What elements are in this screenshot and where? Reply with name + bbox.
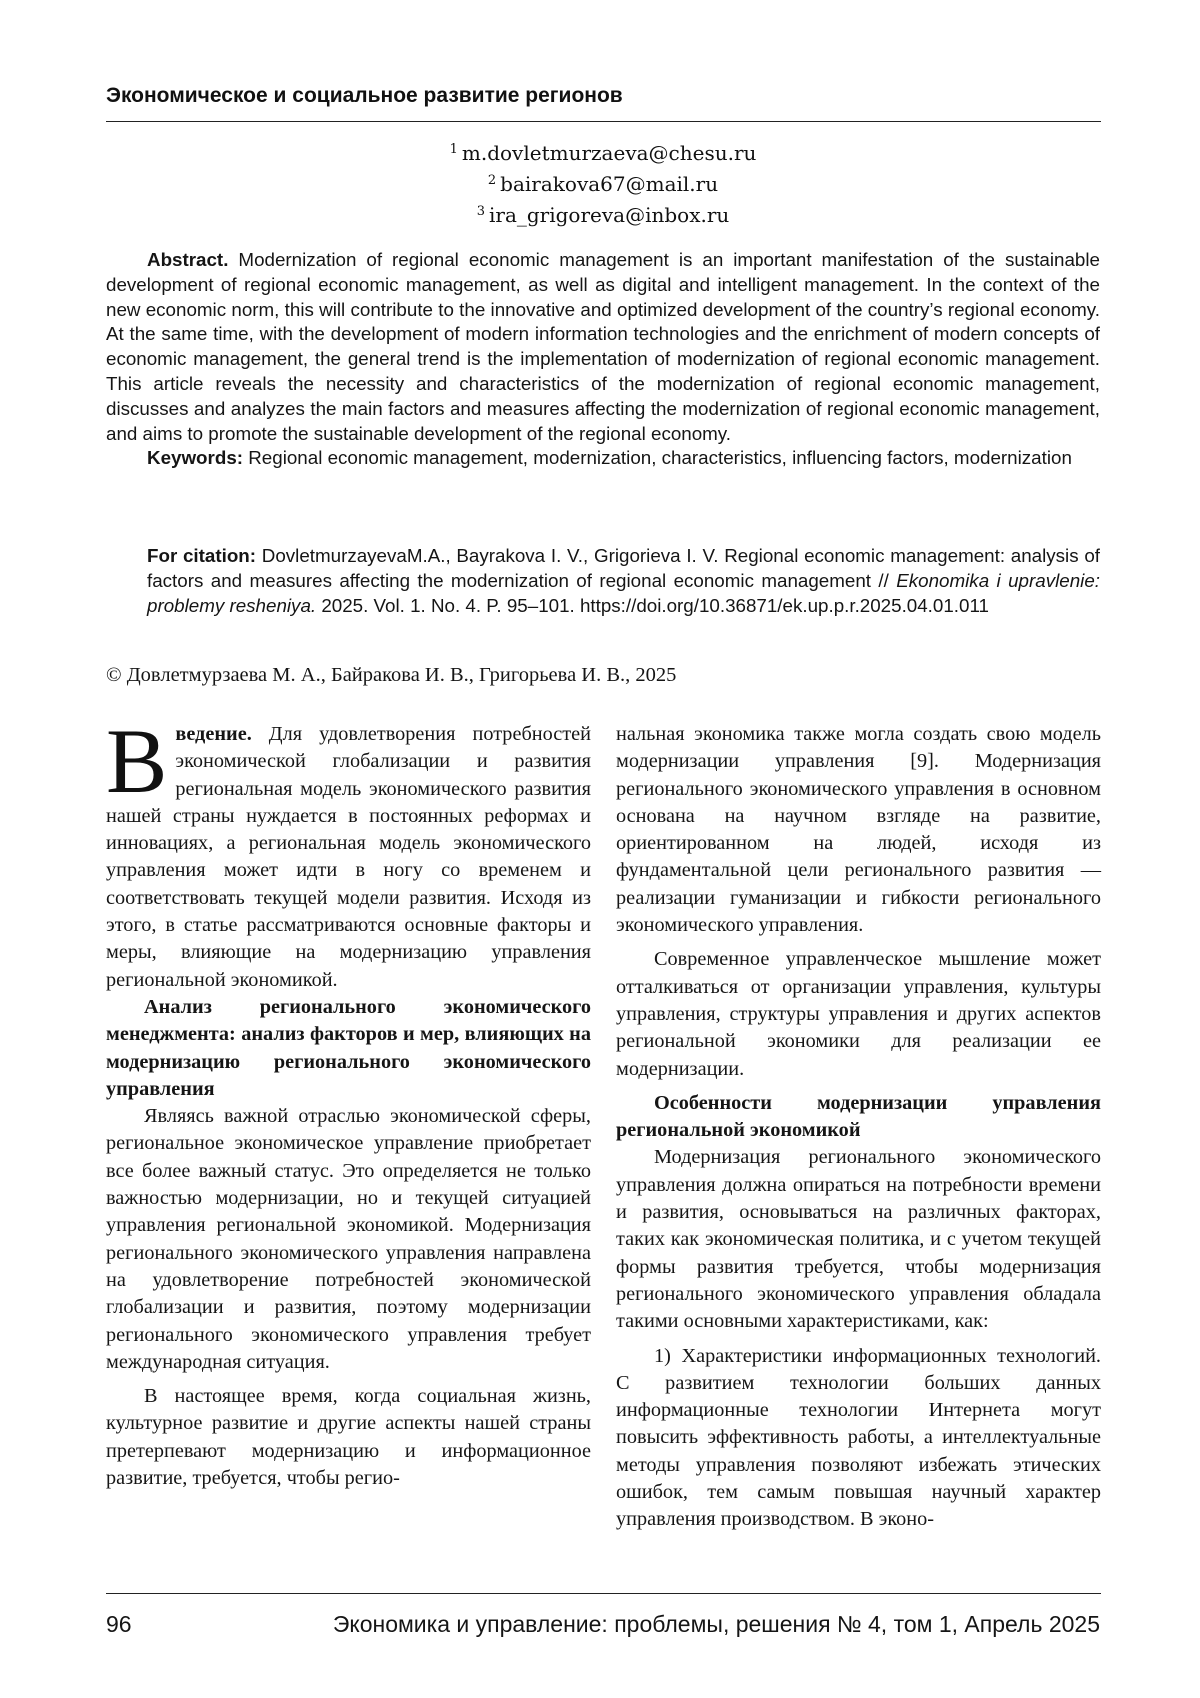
intro-paragraph	[106, 710, 591, 994]
abstract-paragraph	[106, 248, 1100, 446]
body-paragraph: нальная экономика также могла создать свою модель модернизации управления [9]. Модернизация регионального экономического управления в основном основана на научном взгляде на развитие, ориентированном на людей, исходя из фундаментальной цели регионального развития — реализации гуманизации и гибкости регионального экономического управления.	[616, 723, 1101, 937]
email-address[interactable]: ira_grigoreva@inbox.ru	[488, 203, 730, 227]
author-emails	[106, 136, 1100, 229]
email-address[interactable]: bairakova67@mail.ru	[500, 172, 719, 196]
citation-journal: Ekonomika i upravlenie: problemy resheniya.	[147, 570, 1100, 616]
email-line: $^1$ m.dovletmurzaeva@chesu.ru	[449, 141, 757, 165]
left-column	[106, 710, 591, 1492]
citation-text: DovletmurzayevaM.A., Bayrakova I. V., Grigorieva I. V. Regional economic management: analysis of factors and measures affecting the modernization of regional economic management //	[147, 545, 1100, 591]
body-paragraph: В настоящее время, когда социальная жизнь, культурное развитие и другие аспекты нашей страны претерпевают модернизацию и информационное развитие, требуется, чтобы регио-	[106, 1385, 591, 1490]
abstract-block	[106, 248, 1100, 471]
body-paragraph: Современное управленческое мышление может отталкиваться от организации управления, культуры управления, структуры управления и других аспектов региональной экономики для реализации ее модернизации.	[616, 948, 1101, 1080]
email-address[interactable]: m.dovletmurzaeva@chesu.ru	[461, 141, 757, 165]
citation-block	[147, 543, 1100, 618]
keywords-label: Keywords:	[147, 447, 244, 469]
section-heading: Анализ регионального экономического менеджмента: анализ факторов и мер, влияющих на модернизацию регионального экономического управления	[106, 995, 591, 1100]
email-line: $^3$ ira_grigoreva@inbox.ru	[476, 203, 730, 227]
keywords-paragraph	[106, 446, 1100, 471]
email-line: $^2$ bairakova67@mail.ru	[487, 172, 719, 196]
copyright-line: © Довлетмурзаева М. А., Байракова И. В., Григорьева И. В., 2025	[106, 664, 677, 686]
list-paragraph: 1) Характеристики информационных технологий. С развитием технологии больших данных информационные технологии Интернета могут повысить эффективность работы, а интеллектуальные методы управления позволяют избежать этических ошибок, тем самым повышая научный характер управления производством. В эконо-	[616, 1344, 1101, 1531]
header-rule	[106, 121, 1101, 122]
drop-cap: В	[106, 710, 168, 812]
section-running-head: Экономическое и социальное развитие регионов	[106, 84, 623, 107]
footer-rule	[106, 1593, 1101, 1594]
abstract-label: Abstract.	[147, 249, 229, 270]
citation-doi[interactable]: 2025. Vol. 1. No. 4. P. 95–101. https://doi.org/10.36871/ek.up.p.r.2025.04.01.011	[321, 595, 989, 616]
keywords-text: Regional economic management, modernization, characteristics, influencing factors, modernization	[248, 447, 1072, 469]
body-paragraph: Являясь важной отраслью экономической сферы, региональное экономическое управление приобретает все более важный статус. Это определяется не только важностью модернизации, но и текущей ситуацией управления региональной экономикой. Модернизация регионального экономического управления направлена на удовлетворение потребностей экономической глобализации и развития, поэтому модернизации регионального экономического управления требует международная ситуация.	[106, 1105, 591, 1373]
citation-label: For citation:	[147, 545, 257, 566]
intro-text: Для удовлетворения потребностей экономической глобализации и развития региональная модель экономического развития нашей страны нуждается в постоянных реформах и инновациях, а региональная модель экономического управления может идти в ногу со временем и соответствовать текущей модели развития. Исходя из этого, в статье рассматриваются основные факторы и меры, влияющие на модернизацию управления региональной экономикой.	[106, 723, 591, 991]
section-heading: Особенности модернизации управления региональной экономикой	[616, 1091, 1101, 1142]
journal-issue: Экономика и управление: проблемы, решения № 4, том 1, Апрель 2025	[332, 1611, 1100, 1637]
abstract-text: Modernization of regional economic management is an important manifestation of the sustainable development of regional economic management, as well as digital and intelligent management. In the context of the new economic norm, this will contribute to the innovative and optimized development of the country’s regional economy. At the same time, with the development of modern information technologies and the enrichment of modern concepts of economic management, the general trend is the implementation of modernization of regional economic management. This article reveals the necessity and characteristics of the modernization of regional economic management, discusses and analyzes the main factors and measures affecting the modernization of regional economic management, and aims to promote the sustainable development of the regional economy.	[106, 249, 1100, 444]
body-paragraph: Модернизация регионального экономического управления должна опираться на потребности времени и развития, основываться на различных факторах, таких как экономическая политика, и с учетом текущей формы развития требуется, чтобы модернизация регионального экономического управления обладала такими основными характеристиками, как:	[616, 1146, 1101, 1333]
page-number: 96	[106, 1611, 132, 1637]
right-column	[616, 721, 1101, 1534]
intro-label: ведение.	[175, 723, 252, 745]
